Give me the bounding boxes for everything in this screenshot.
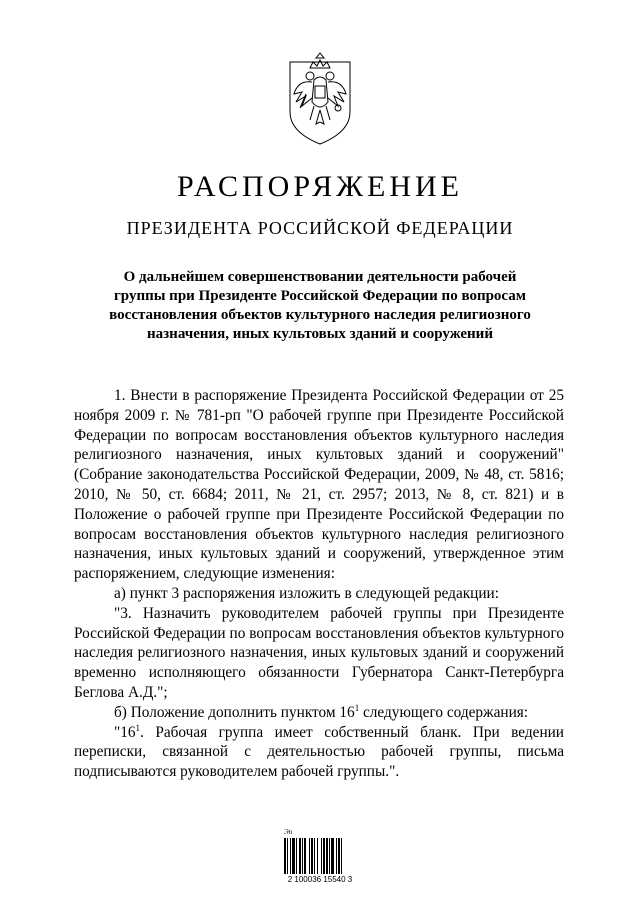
- paragraph-quote-16-start: "16: [114, 723, 136, 741]
- paragraph-b-text: б) Положение дополнить пунктом 16: [114, 703, 355, 721]
- barcode-number: 2 100036 15540 3: [287, 875, 353, 884]
- document-body: [74, 386, 564, 782]
- paragraph-quote-16-sup: 1: [135, 722, 141, 733]
- barcode-mark: Эп: [284, 828, 293, 836]
- paragraph-b-text-after: следующего содержания:: [359, 703, 529, 721]
- barcode-icon: [284, 838, 356, 874]
- document-heading: О дальнейшем совершенствовании деятельности рабочей группы при Президенте Российской Федерации по вопросам восстановления объектов культурного наследия религиозного назначения, иных культовых зданий и сооружений: [109, 269, 531, 342]
- barcode-block: [260, 828, 380, 888]
- paragraph-b: [74, 703, 564, 723]
- paragraph-b-sup: 1: [354, 702, 360, 713]
- paragraph-quote-3: "3. Назначить руководителем рабочей группы при Президенте Российской Федерации по вопросам восстановления объектов культурного наследия религиозного назначения, иных культовых зданий и сооружений временно исполняющего обязанности Губернатора Санкт-Петербурга Беглова А.Д.";: [74, 604, 564, 701]
- document-title: РАСПОРЯЖЕНИЕ: [176, 170, 464, 203]
- paragraph-quote-16: [74, 723, 564, 782]
- coat-of-arms-icon: [280, 50, 360, 150]
- paragraph-quote-16-text: . Рабочая группа имеет собственный бланк. При ведении переписки, связанной с деятельностью рабочей группы, письма подписываются руководителем рабочей группы.".: [74, 723, 564, 781]
- document-subtitle: ПРЕЗИДЕНТА РОССИЙСКОЙ ФЕДЕРАЦИИ: [126, 218, 514, 238]
- paragraph-1: 1. Внести в распоряжение Президента Российской Федерации от 25 ноября 2009 г. № 781-рп "О рабочей группе при Президенте Российской Федерации по вопросам восстановления объектов культурного наследия религиозного назначения, иных культовых зданий и сооружений" (Собрание законодательства Российской Федерации, 2009, № 48, ст. 5816; 2010, № 50, ст. 6684; 2011, № 21, ст. 2957; 2013, № 8, ст. 821) и в Положение о рабочей группе при Президенте Российской Федерации по вопросам восстановления объектов культурного наследия религиозного назначения, иных культовых зданий и сооружений, утвержденное этим распоряжением, следующие изменения:: [74, 387, 564, 583]
- paragraph-a: а) пункт 3 распоряжения изложить в следующей редакции:: [114, 584, 499, 602]
